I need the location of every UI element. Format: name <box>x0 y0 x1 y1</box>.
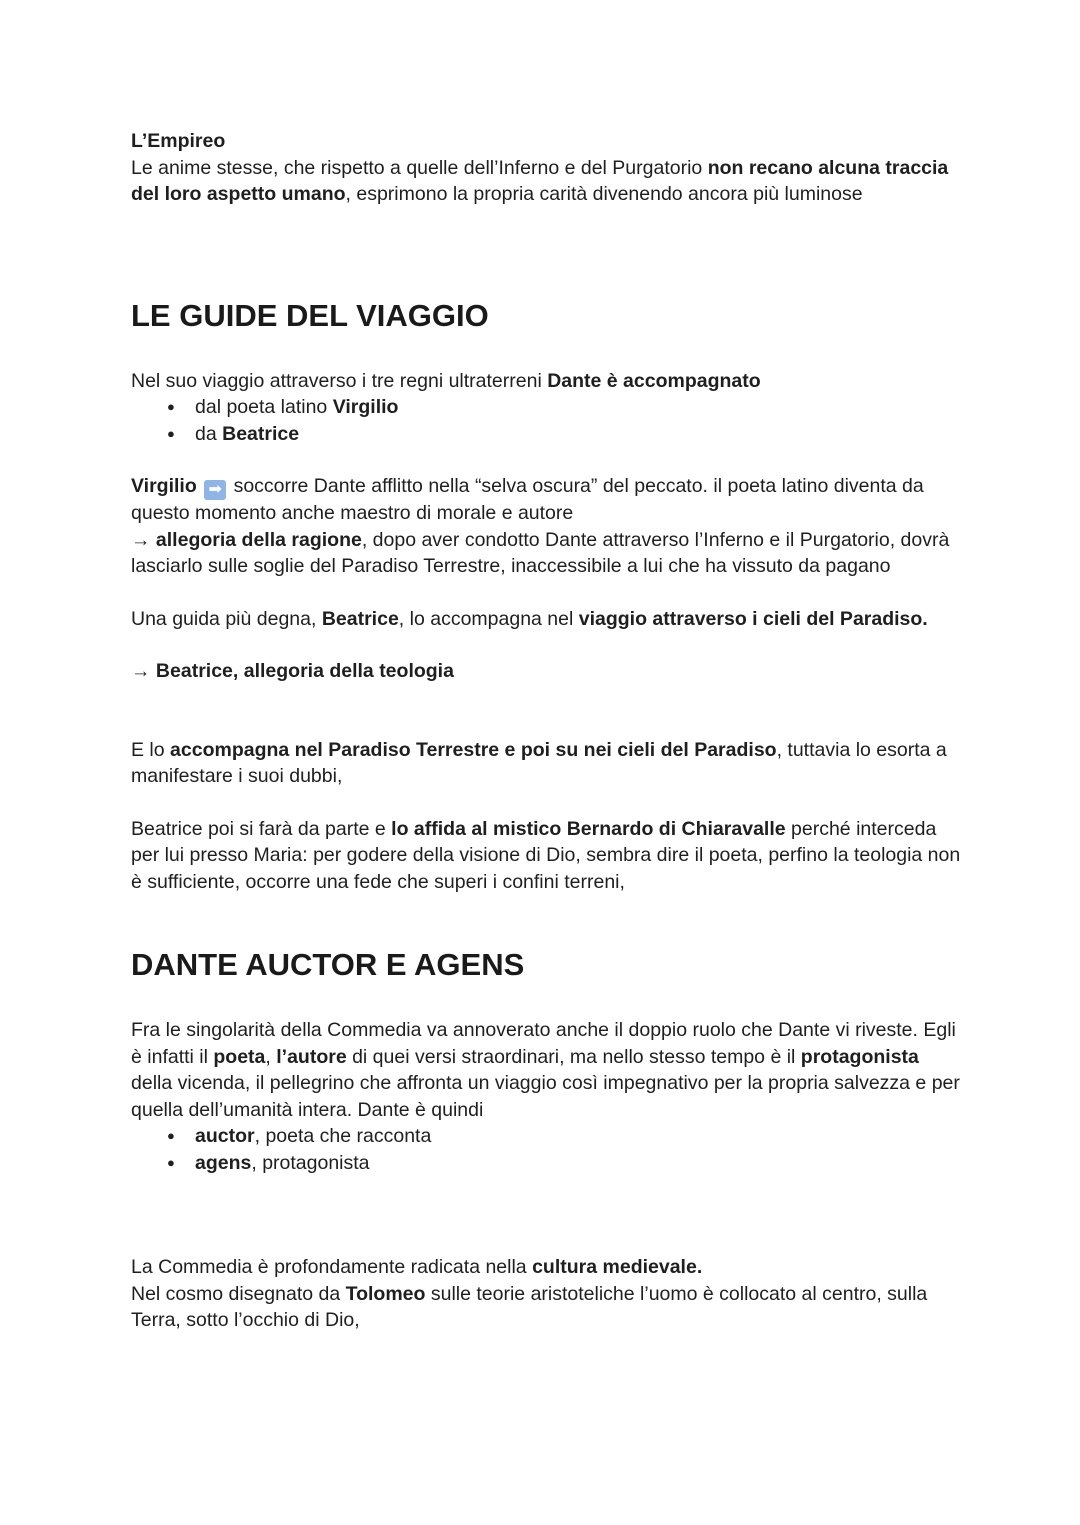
heading-dante-auctor-agens: DANTE AUCTOR E AGENS <box>131 947 525 982</box>
heading-guide-del-viaggio: LE GUIDE DEL VIAGGIO <box>131 297 489 333</box>
right-arrow-icon: ➡ <box>204 480 226 500</box>
ragione-paragraph: → allegoria della ragione, dopo aver condotto Dante attraverso l’Inferno e il Purgatorio, dovrà lasciarlo sulle soglie del Paradiso Terrestre, inaccessibile a lui che ha vissuto da pagano <box>131 528 950 577</box>
auctor-list <box>131 1123 961 1176</box>
document-page <box>131 128 961 1334</box>
guide-list <box>131 394 961 447</box>
teologia-paragraph: → Beatrice, allegoria della teologia <box>131 660 454 682</box>
paradiso-paragraph: E lo accompagna nel Paradiso Terrestre e poi su nei cieli del Paradiso, tuttavia lo esorta a manifestare i suoi dubbi, <box>131 738 947 787</box>
list-item: ● auctor, poeta che racconta <box>167 1123 961 1150</box>
beatrice-paragraph: Una guida più degna, Beatrice, lo accompagna nel viaggio attraverso i cieli del Paradiso. <box>131 607 928 630</box>
guide-intro: Nel suo viaggio attraverso i tre regni ultraterreni Dante è accompagnato <box>131 369 761 392</box>
bernardo-paragraph: Beatrice poi si farà da parte e lo affida al mistico Bernardo di Chiaravalle perché interceda per lui presso Maria: per godere della visione di Dio, sembra dire il poeta, perfino la teologia non è sufficiente, occorre una fede che superi i confini terreni, <box>131 817 961 893</box>
empireo-title: L’Empireo <box>131 130 226 152</box>
tolomeo-paragraph: Nel cosmo disegnato da Tolomeo sulle teorie aristoteliche l’uomo è collocato al centro, sulla Terra, sotto l’occhio di Dio, <box>131 1282 928 1331</box>
list-item: ● dal poeta latino Virgilio <box>167 394 961 421</box>
list-item: ● da Beatrice <box>167 421 961 448</box>
list-item: ● agens, protagonista <box>167 1150 961 1177</box>
auctor-paragraph: Fra le singolarità della Commedia va annoverato anche il doppio ruolo che Dante vi riveste. Egli è infatti il poeta, l’autore di quei versi straordinari, ma nello stesso tempo è il protagonista della vicenda, il pellegrino che affronta un viaggio così impegnativo per la propria salvezza e per quella dell’umanità intera. Dante è quindi <box>131 1019 960 1121</box>
virgilio-paragraph: Virgilio ➡ soccorre Dante afflitto nella “selva oscura” del peccato. il poeta latino diventa da questo momento anche maestro di morale e autore <box>131 475 924 524</box>
cultura-paragraph: La Commedia è profondamente radicata nella cultura medievale. <box>131 1256 703 1278</box>
empireo-paragraph: Le anime stesse, che rispetto a quelle dell’Inferno e del Purgatorio non recano alcuna traccia del loro aspetto umano, esprimono la propria carità divenendo ancora più luminose <box>131 156 949 205</box>
